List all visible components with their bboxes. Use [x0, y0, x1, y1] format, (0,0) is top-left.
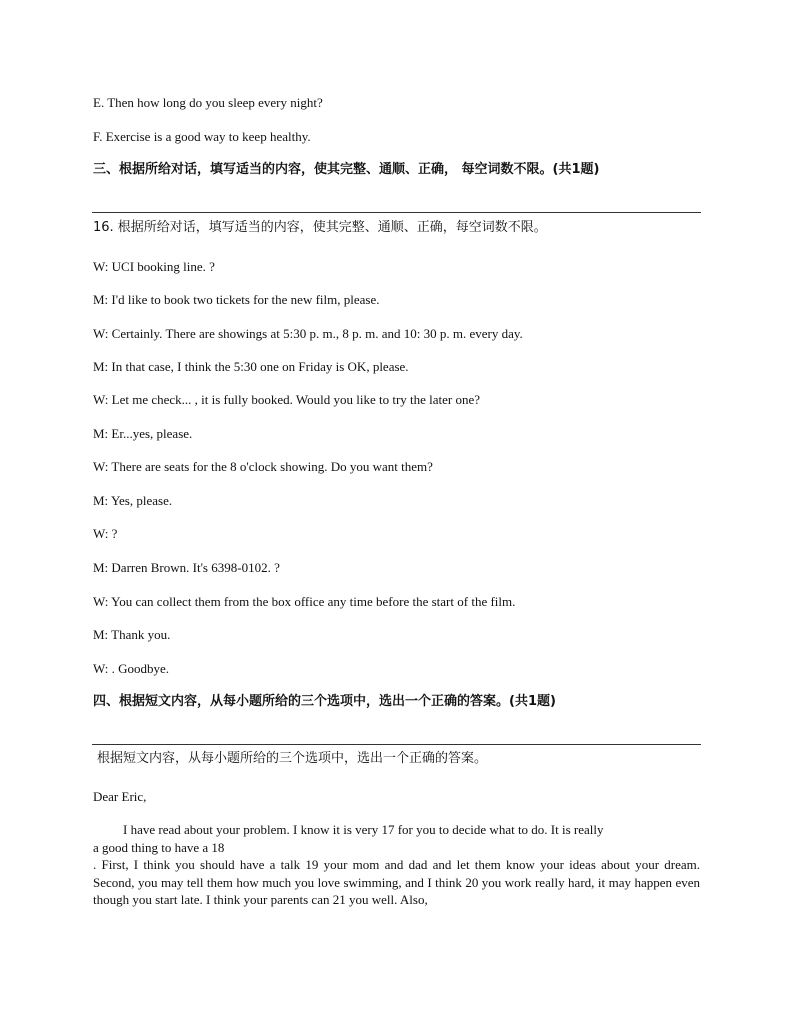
- dialogue-line: M: Yes, please.: [93, 493, 173, 508]
- letter-line: a good thing to have a 18: [93, 839, 225, 855]
- dialogue-line: W: Let me check... , it is fully booked. Would you like to try the later one?: [93, 392, 481, 407]
- section-divider: [92, 212, 701, 213]
- section-three-heading: 三、根据所给对话，填写适当的内容，使其完整、通顺、正确， 每空词数不限。(共1题): [93, 162, 600, 177]
- dialogue-line: W: ?: [93, 526, 118, 541]
- section-divider: [92, 744, 701, 745]
- option-e: E. Then how long do you sleep every night?: [93, 95, 323, 110]
- letter-salutation: Dear Eric,: [93, 789, 147, 804]
- question-16-prompt: 16. 根据所给对话，填写适当的内容，使其完整、通顺、正确，每空词数不限。: [93, 220, 547, 235]
- dialogue-line: M: Darren Brown. It's 6398-0102. ?: [93, 560, 280, 575]
- letter-paragraph: [93, 821, 700, 909]
- letter-line: I have read about your problem. I know it is very 17 for you to decide what to do. It is really: [123, 822, 604, 837]
- dialogue-line: M: In that case, I think the 5:30 one on Friday is OK, please.: [93, 359, 409, 374]
- option-f: F. Exercise is a good way to keep healthy.: [93, 129, 311, 144]
- dialogue-line: M: I'd like to book two tickets for the new film, please.: [93, 292, 380, 307]
- dialogue-line: M: Thank you.: [93, 627, 171, 642]
- section-four-prompt: 根据短文内容，从每小题所给的三个选项中，选出一个正确的答案。: [97, 751, 488, 766]
- dialogue-line: M: Er...yes, please.: [93, 426, 193, 441]
- dialogue-line: W: Certainly. There are showings at 5:30 p. m., 8 p. m. and 10: 30 p. m. every day.: [93, 326, 523, 341]
- letter-line: . First, I think you should have a talk 19 your mom and dad and let them know your ideas about your dream. Second, you may tell them how much you love swimming, and I think 20 you work really hard, it may happen even though you start late. I think your parents can 21 you well. Also,: [93, 857, 700, 907]
- section-four-heading: 四、根据短文内容，从每小题所给的三个选项中，选出一个正确的答案。(共1题): [93, 694, 556, 709]
- dialogue-line: W: There are seats for the 8 o'clock showing. Do you want them?: [93, 459, 433, 474]
- dialogue-line: W: . Goodbye.: [93, 661, 170, 676]
- dialogue-line: W: UCI booking line. ?: [93, 259, 215, 274]
- dialogue-line: W: You can collect them from the box office any time before the start of the film.: [93, 594, 516, 609]
